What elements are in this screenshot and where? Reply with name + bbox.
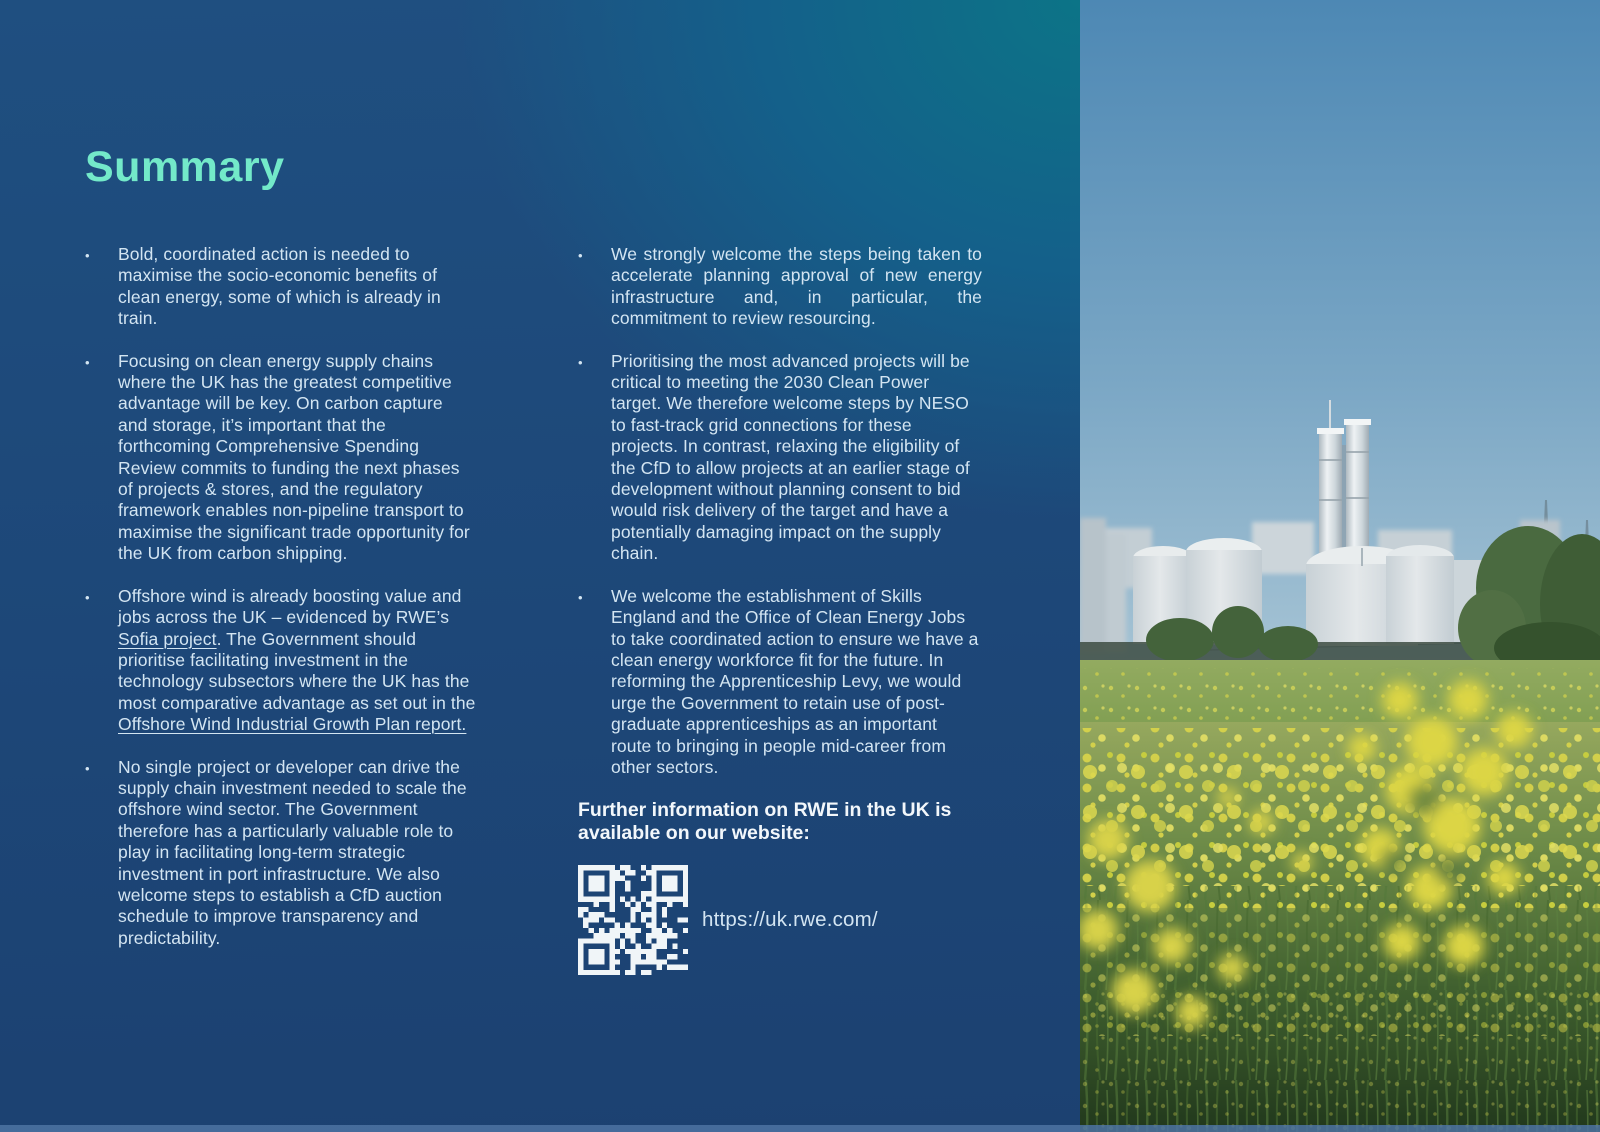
bullet-text: Prioritising the most advanced projects will be critical to meeting the 2030 Clean Power target. We therefore welcome steps by NESO to fast-track grid connections for these projects. In contrast, relaxing the eligibility of the CfD to allow projects at an earlier stage of development without planning consent to bid would risk delivery of the target and have a potentially damaging impact on the supply chain. <box>611 350 970 564</box>
bullet-marker-icon: • <box>578 589 583 605</box>
bullet-item <box>85 351 477 565</box>
left-column <box>85 244 477 970</box>
bullet-item <box>578 351 982 565</box>
bullet-text: Focusing on clean energy supply chains where the UK has the greatest competitive advantage will be key. On carbon capture and storage, it’s important that the forthcoming Comprehensive Spending Review commits to funding the next phases of projects & stores, and the regulatory framework enables non-pipeline transport to maximise the significant trade opportunity for the UK from carbon shipping. <box>118 350 470 564</box>
qr-code-graphic <box>578 865 688 975</box>
bullet-item <box>578 244 982 330</box>
bullet-marker-icon: • <box>578 248 583 263</box>
inline-link[interactable]: Sofia project <box>118 628 217 649</box>
bullet-marker-icon: • <box>85 248 90 263</box>
bullet-item <box>85 244 477 330</box>
bullet-item <box>85 586 477 736</box>
right-column <box>578 244 982 975</box>
bullet-marker-icon: • <box>85 760 90 776</box>
further-info-block <box>578 799 982 975</box>
bullet-text: We welcome the establishment of Skills England and the Office of Clean Energy Jobs to take coordinated action to ensure we have a clean energy workforce fit for the future. In reforming the Apprenticeship Levy, we would urge the Government to retain use of post-graduate apprenticeships as an important route to bringing in people mid-career from other sectors. <box>611 585 979 777</box>
page-title: Summary <box>85 143 285 191</box>
power-plant-photo <box>1080 0 1600 1132</box>
bullet-marker-icon: • <box>85 589 90 605</box>
further-info-heading: Further information on RWE in the UK is available on our website: <box>578 799 952 845</box>
inline-link[interactable]: Offshore Wind Industrial Growth Plan report. <box>118 714 467 735</box>
power-plant-photo-illustration <box>1080 0 1600 1132</box>
bullet-item <box>85 757 477 950</box>
qr-row <box>578 865 982 975</box>
bullet-text: No single project or developer can drive the supply chain investment needed to scale the offshore wind sector. The Government therefore has a particularly valuable role to play in facilitating long-term strategic investment in port infrastructure. We also welcome steps to establish a CfD auction schedule to improve transparency and predictability. <box>118 756 467 948</box>
bullet-item <box>578 586 982 779</box>
bullet-marker-icon: • <box>578 354 583 370</box>
qr-code <box>578 865 688 975</box>
website-url-link[interactable]: https://uk.rwe.com/ <box>702 908 878 932</box>
bullet-text: Bold, coordinated action is needed to maximise the socio-economic benefits of clean energy, some of which is already in train. <box>118 244 441 329</box>
bullet-text: Offshore wind is already boosting value and jobs across the UK – evidenced by RWE’s Sofia project. The Government should prioritise facilitating investment in the technology subsectors where the UK has the most comparative advantage as set out in the Offshore Wind Industrial Growth Plan report. <box>118 585 476 735</box>
bullet-text: We strongly welcome the steps being taken to accelerate planning approval of new energy infrastructure and, in particular, the commitment to review resourcing. <box>611 244 982 329</box>
bullet-marker-icon: • <box>85 354 90 370</box>
page-bottom-strip <box>0 1125 1600 1132</box>
